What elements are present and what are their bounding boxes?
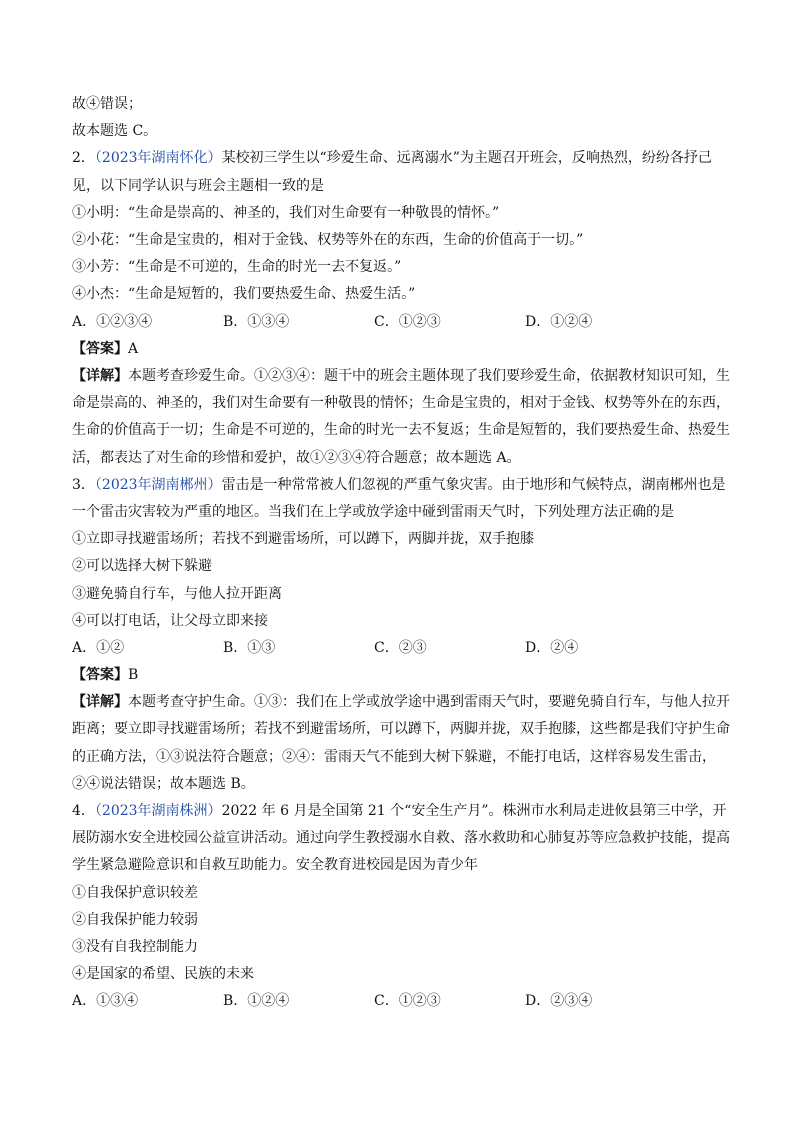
question-3-answer [72, 662, 732, 689]
detail-text: 本题考查守护生命。①③：我们在上学或放学途中遇到雷雨天气时，要避免骑自行车，与他人拉开距离；要立即寻找避雷场所；若找不到避雷场所，可以蹲下，两脚并拢，双手抱膝，这些都是我们守护生命的正确方法，①③说法符合题意；②④：雷雨天气不能到大树下躲避，不能打电话，这样容易发生雷击，②④说法错误；故本题选 B。 [72, 694, 730, 792]
question-4-options [72, 988, 732, 1015]
document-content [72, 91, 732, 1016]
question-3-stem [72, 472, 732, 526]
question-4-option-a: A．①③④ [72, 993, 139, 1010]
question-3-option-d: D．②④ [525, 639, 579, 656]
intro-line-2: 故本题选 C。 [72, 123, 158, 140]
question-2-item-2: ②小花：“生命是宝贵的，相对于金钱、权势等外在的东西，生命的价值高于一切。” [72, 231, 584, 248]
question-2-answer [72, 336, 732, 363]
question-3-option-a: A．①② [72, 639, 125, 656]
question-2-item-4: ④小杰：“生命是短暂的，我们要热爱生命、热爱生活。” [72, 286, 416, 303]
question-3-detail [72, 689, 732, 798]
question-4-option-c: C．①②③ [374, 993, 441, 1010]
question-2-stem [72, 145, 732, 199]
detail-tag: 【详解】 [72, 367, 128, 384]
question-2-options [72, 309, 732, 336]
question-2-text: 某校初三学生以“珍爱生命、远离溺水”为主题召开班会，反响热烈，纷纷各抒己见，以下同学认识与班会主题相一致的是 [72, 150, 712, 194]
question-2-source: （2023年湖南怀化） [94, 150, 222, 167]
question-3-option-b: B．①③ [223, 639, 276, 656]
question-3-item-3: ③避免骑自行车，与他人拉开距离 [72, 585, 282, 602]
question-2-option-a: A．①②③④ [72, 313, 153, 330]
question-4-item-2: ②自我保护能力较弱 [72, 911, 198, 928]
question-4-number: 4． [72, 803, 95, 820]
question-4-text: 2022 年 6 月是全国第 21 个“安全生产月”。株洲市水利局走进攸县第三中学，开展防溺水安全进校园公益宣讲活动。通过向学生教授溺水自救、落水救助和心肺复苏等应急救护技能，提高学生紧急避险意识和自救互助能力。安全教育进校园是因为青少年 [72, 803, 730, 874]
question-2-item-3: ③小芳：“生命是不可逆的，生命的时光一去不复返。” [72, 259, 402, 276]
detail-tag: 【详解】 [72, 694, 128, 711]
question-4-item-3: ③没有自我控制能力 [72, 939, 198, 956]
question-2-detail [72, 363, 732, 472]
question-2-option-c: C．①②③ [374, 313, 441, 330]
detail-text: 本题考查珍爱生命。①②③④：题干中的班会主题体现了我们要珍爱生命，依据教材知识可知，生命是崇高的、神圣的，我们对生命要有一种敬畏的情怀；生命是宝贵的，相对于金钱、权势等外在的东西，生命的价值高于一切；生命是不可逆的，生命的时光一去不复返；生命是短暂的，我们要热爱生命、热爱生活，都表达了对生命的珍惜和爱护，故①②③④符合题意；故本题选 A。 [72, 367, 730, 466]
answer-tag: 【答案】 [72, 340, 128, 357]
question-3-option-c: C．②③ [374, 639, 427, 656]
question-3-text: 雷击是一种常常被人们忽视的严重气象灾害。由于地形和气候特点，湖南郴州也是一个雷击灾害较为严重的地区。当我们在上学或放学途中碰到雷雨天气时，下列处理方法正确的是 [72, 476, 726, 520]
question-2-option-b: B．①③④ [223, 313, 290, 330]
intro-line-1: 故④错误； [72, 96, 142, 112]
question-4-item-1: ①自我保护意识较差 [72, 884, 198, 901]
question-3-source: （2023年湖南郴州） [94, 476, 222, 493]
question-4-stem [72, 798, 732, 880]
answer-value: B [128, 667, 139, 684]
question-2-option-d: D．①②④ [525, 313, 593, 330]
question-3-number: 3． [72, 476, 95, 493]
question-3-item-4: ④可以打电话，让父母立即来接 [72, 612, 268, 629]
question-4-option-d: D．②③④ [525, 993, 593, 1010]
question-4-source: （2023年湖南株洲） [94, 803, 222, 820]
question-3-item-2: ②可以选择大树下躲避 [72, 558, 212, 575]
question-3-options [72, 635, 732, 662]
question-4-option-b: B．①②④ [223, 993, 290, 1010]
question-4-item-4: ④是国家的希望、民族的未来 [72, 966, 254, 983]
answer-tag: 【答案】 [72, 667, 128, 684]
question-2-number: 2． [72, 150, 95, 167]
answer-value: A [128, 340, 139, 357]
question-2-item-1: ①小明：“生命是崇高的、神圣的，我们对生命要有一种敬畏的情怀。” [72, 204, 500, 221]
question-3-item-1: ①立即寻找避雷场所；若找不到避雷场所，可以蹲下，两脚并拢，双手抱膝 [72, 531, 534, 548]
